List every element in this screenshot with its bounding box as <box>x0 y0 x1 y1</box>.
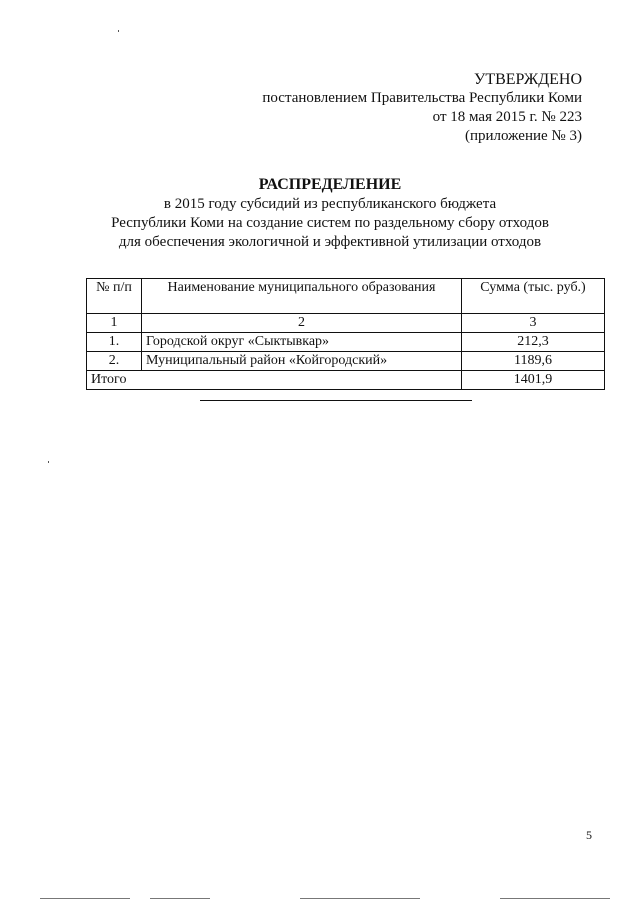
approval-block <box>262 70 582 146</box>
table-row <box>87 352 605 371</box>
total-label: Итого <box>87 371 462 390</box>
scan-edge-mark <box>300 898 420 899</box>
row-name: Городской округ «Сыктывкар» <box>142 333 462 352</box>
table-index-row <box>87 314 605 333</box>
heading-line-2: Республики Коми на создание систем по раздельному сбору отходов <box>111 215 549 231</box>
approval-line-3: (приложение № 3) <box>464 128 582 144</box>
header-sum: Сумма (тыс. руб.) <box>462 279 605 314</box>
page-number: 5 <box>586 828 592 842</box>
total-sum: 1401,9 <box>462 371 605 390</box>
approval-title: УТВЕРЖДЕНО <box>473 71 582 88</box>
scan-speck <box>118 30 119 32</box>
table-header-row <box>87 279 605 314</box>
index-cell-1: 1 <box>87 314 142 333</box>
header-name: Наименование муниципального образования <box>142 279 462 314</box>
index-cell-3: 3 <box>462 314 605 333</box>
document-title: РАСПРЕДЕЛЕНИЕ <box>258 176 402 193</box>
scan-edge-mark <box>150 898 210 899</box>
closing-line <box>200 400 472 401</box>
heading-line-3: для обеспечения экологичной и эффективной утилизации отходов <box>118 234 542 250</box>
row-sum: 212,3 <box>462 333 605 352</box>
table-total-row <box>87 371 605 390</box>
scan-edge-mark <box>500 898 610 899</box>
header-num: № п/п <box>87 279 142 314</box>
table-row <box>87 333 605 352</box>
row-num: 1. <box>87 333 142 352</box>
approval-line-2: от 18 мая 2015 г. № 223 <box>432 109 582 125</box>
scan-edge-mark <box>40 898 130 899</box>
heading-line-1: в 2015 году субсидий из республиканского бюджета <box>163 196 497 212</box>
distribution-table <box>86 278 605 390</box>
document-heading <box>60 175 600 252</box>
row-name: Муниципальный район «Койгородский» <box>142 352 462 371</box>
row-sum: 1189,6 <box>462 352 605 371</box>
scan-speck <box>48 461 49 463</box>
index-cell-2: 2 <box>142 314 462 333</box>
approval-line-1: постановлением Правительства Республики Коми <box>262 90 582 106</box>
row-num: 2. <box>87 352 142 371</box>
